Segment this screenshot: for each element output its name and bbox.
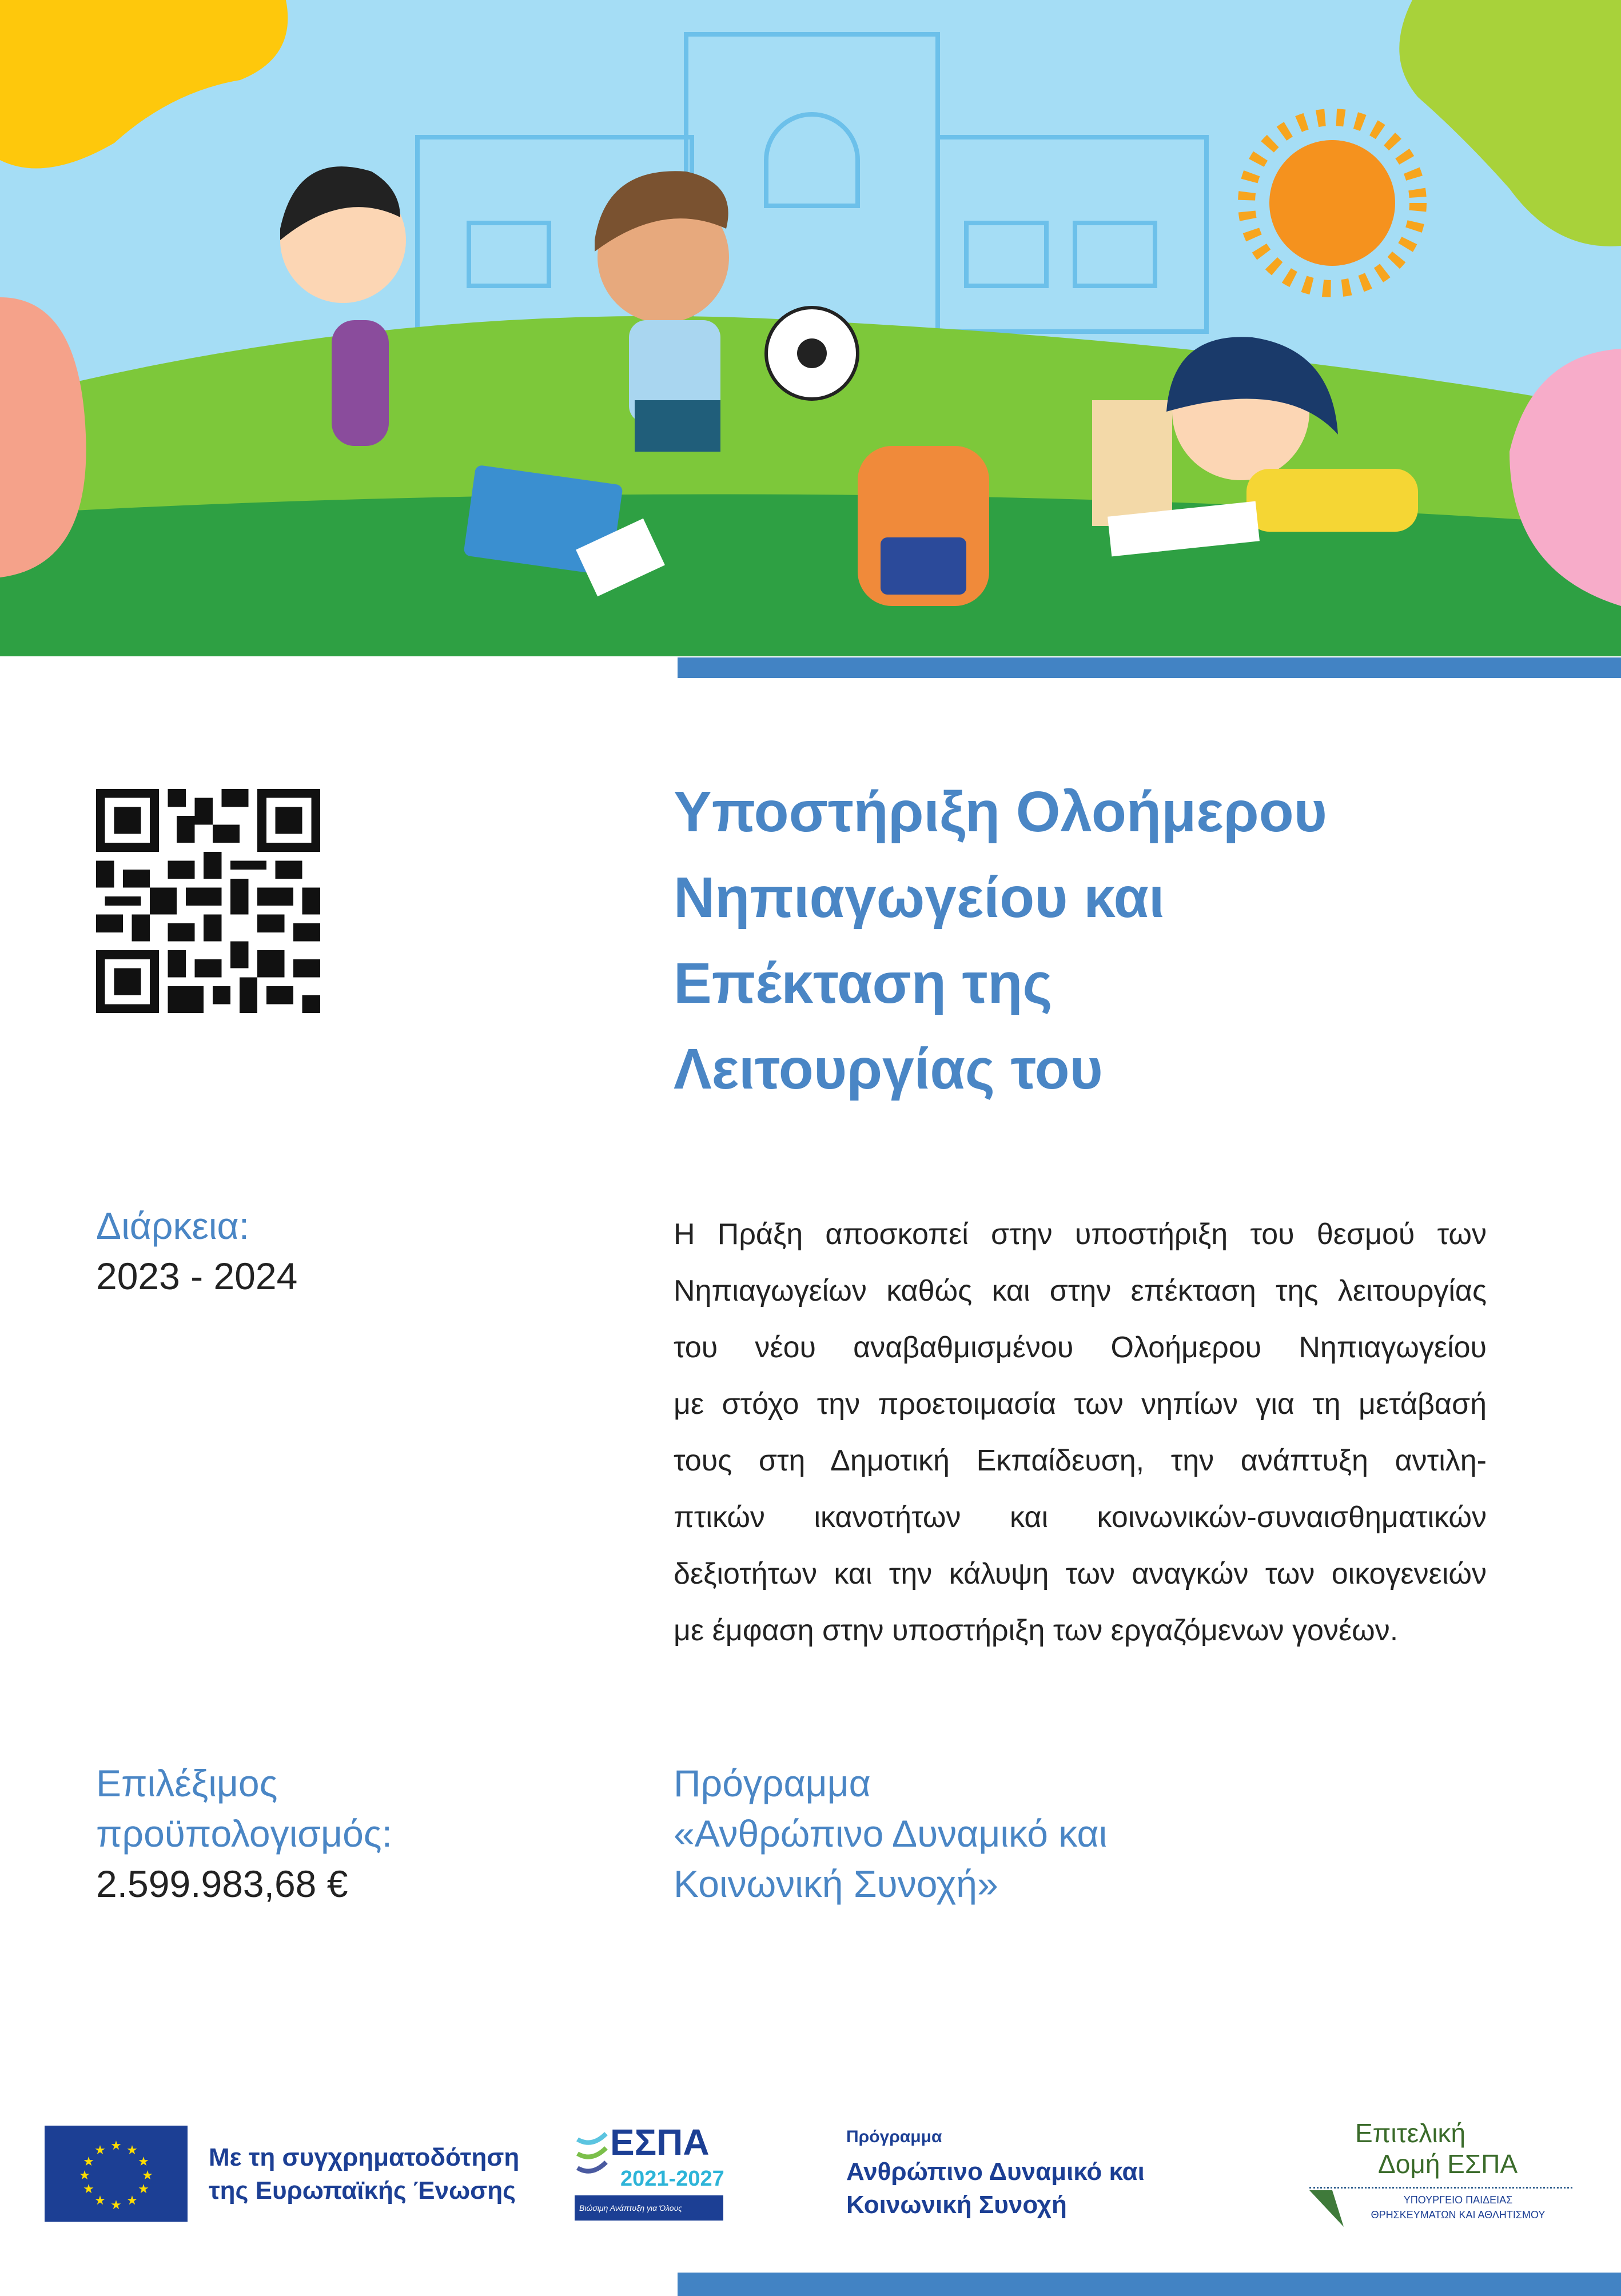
program-block	[674, 1758, 1107, 1909]
program-name: Κοινωνική Συνοχή	[846, 2191, 1067, 2219]
ministry-text: ΥΠΟΥΡΓΕΙΟ ΠΑΙΔΕΙΑΣ	[1403, 2194, 1513, 2206]
ed-text: Δομή ΕΣΠΑ	[1378, 2149, 1518, 2179]
description-line: του νέου αναβαθμισμένου Ολοήμερου Νηπιαγωγείου	[674, 1331, 1487, 1364]
espa-years: 2021-2027	[620, 2167, 724, 2191]
program-line: Κοινωνική Συνοχή»	[674, 1863, 998, 1905]
description-line: πτικών ικανοτήτων και κοινωνικών-συναισθηματικών	[674, 1501, 1487, 1534]
budget-block	[96, 1758, 392, 1909]
svg-text:★: ★	[138, 2154, 149, 2169]
duration-value: 2023 - 2024	[96, 1255, 298, 1297]
description-line: Η Πράξη αποσκοπεί στην υποστήριξη του θεσμού των	[674, 1218, 1487, 1251]
program-line: «Ανθρώπινο Δυναμικό και	[674, 1812, 1108, 1855]
eu-text: της Ευρωπαϊκής Ένωσης	[209, 2177, 516, 2205]
espa-logo	[575, 2122, 735, 2222]
ed-text: Επιτελική	[1355, 2118, 1466, 2148]
description-line: δεξιοτήτων και την κάλυψη των αναγκών των οικογενειών	[674, 1557, 1487, 1591]
program-logo	[846, 2126, 1145, 2222]
espa-waves-icon	[575, 2128, 609, 2174]
svg-text:★: ★	[142, 2168, 153, 2182]
eu-text: Με τη συγχρηματοδότηση	[209, 2143, 520, 2171]
description-line: Νηπιαγωγείων καθώς και στην επέκταση της λειτουργίας	[674, 1274, 1487, 1308]
title-line: Λειτουργίας του	[674, 1037, 1103, 1101]
page-title	[674, 769, 1588, 1112]
title-line: Επέκταση της	[674, 951, 1053, 1015]
svg-text:★: ★	[83, 2182, 94, 2196]
eu-flag-icon	[45, 2126, 188, 2222]
espa-slogan: Βιώσιμη Ανάπτυξη για Όλους	[575, 2195, 723, 2221]
soccer-ball-icon	[766, 308, 858, 399]
qr-code-icon	[96, 789, 320, 1013]
svg-text:★: ★	[79, 2168, 90, 2182]
description-line: τους στη Δημοτική Εκπαίδευση, την ανάπτυξη αντιλη-	[674, 1444, 1487, 1477]
ministry-text: ΘΡΗΣΚΕΥΜΑΤΩΝ ΚΑΙ ΑΘΛΗΤΙΣΜΟΥ	[1371, 2209, 1546, 2221]
executive-structure-logo	[1309, 2118, 1572, 2227]
svg-text:★: ★	[94, 2193, 106, 2207]
svg-text:★: ★	[126, 2143, 138, 2157]
description-line: με έμφαση στην υποστήριξη των εργαζόμενων γονέων.	[674, 1614, 1399, 1647]
budget-label: προϋπολογισμός:	[96, 1812, 392, 1855]
eu-cofunding-text	[209, 2141, 519, 2207]
title-line: Υποστήριξη Ολοήμερου	[674, 780, 1327, 844]
espa-text: ΕΣΠΑ	[610, 2122, 710, 2163]
header-accent-bar	[678, 657, 1621, 678]
program-small: Πρόγραμμα	[846, 2127, 942, 2146]
backpack-icon	[858, 446, 989, 606]
hero-illustration	[0, 0, 1621, 656]
footer-accent-bar	[678, 2273, 1621, 2296]
ed-triangle-icon	[1309, 2190, 1344, 2227]
budget-label: Επιλέξιμος	[96, 1762, 278, 1804]
description-line: με στόχο την προετοιμασία των νηπίων για τη μετάβασή	[674, 1388, 1487, 1421]
budget-value: 2.599.983,68 €	[96, 1863, 348, 1905]
program-name: Ανθρώπινο Δυναμικό και	[846, 2158, 1145, 2186]
duration-block	[96, 1201, 297, 1301]
svg-text:★: ★	[94, 2143, 106, 2157]
svg-text:★: ★	[126, 2193, 138, 2207]
duration-label: Διάρκεια:	[96, 1205, 250, 1247]
title-line: Νηπιαγωγείου και	[674, 866, 1165, 930]
svg-text:★: ★	[110, 2198, 122, 2212]
svg-text:★: ★	[83, 2154, 94, 2169]
svg-text:★: ★	[110, 2138, 122, 2152]
program-line: Πρόγραμμα	[674, 1762, 871, 1804]
description	[674, 1206, 1487, 1659]
svg-text:★: ★	[138, 2182, 149, 2196]
